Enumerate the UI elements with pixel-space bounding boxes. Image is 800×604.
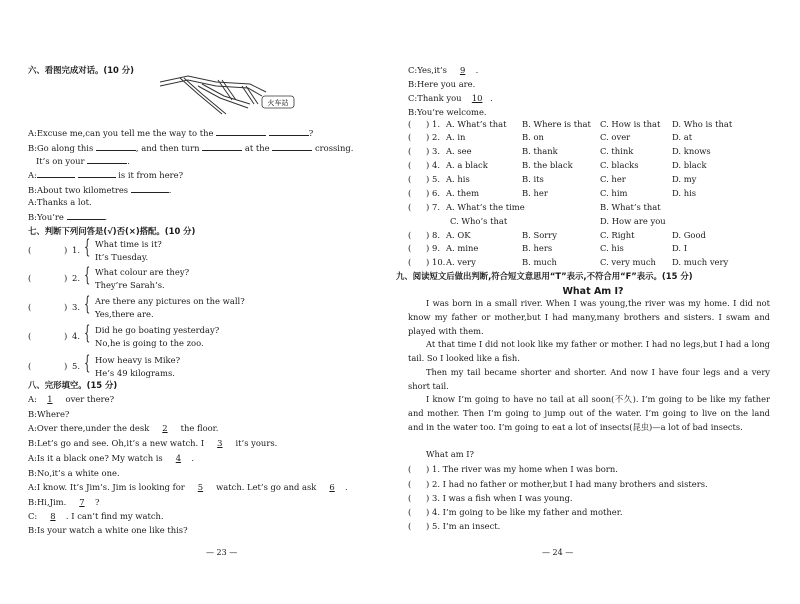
option-d: D. I xyxy=(672,243,688,253)
option-a: A. What’s the time xyxy=(446,202,525,212)
option-a: A. a black xyxy=(446,160,488,170)
item-number: 1. xyxy=(72,245,80,255)
option-number: 10. xyxy=(432,257,446,267)
story-title: What Am I? xyxy=(562,286,624,297)
dialog-line xyxy=(408,94,493,102)
dialog-text: C: xyxy=(28,511,40,521)
dialog-text: B:Here you are. xyxy=(408,79,476,89)
dialog-text: B:Where? xyxy=(28,409,70,419)
dialog-text: . xyxy=(475,65,479,75)
option-b: B. Sorry xyxy=(522,230,557,240)
section-9-title: 九、阅读短文后做出判断,符合短文意思用“T”表示,不符合用“F”表示。(15 分) xyxy=(396,271,693,281)
option-b: B. Where is that xyxy=(522,119,591,129)
dialog-text: watch. Let’s go and ask xyxy=(213,482,320,492)
s6-line-1: A:Excuse me,can you tell me the way to the ? xyxy=(28,128,314,138)
page-number-left: — 23 — xyxy=(206,548,238,557)
option-number: 1. xyxy=(432,119,440,129)
answer-paren-open[interactable]: ( xyxy=(408,507,412,517)
answer-paren-open[interactable]: ( xyxy=(28,361,32,371)
option-a: A. see xyxy=(446,146,472,156)
answer-paren-open[interactable]: ( xyxy=(28,245,32,255)
answer-paren-close: ) xyxy=(426,507,430,517)
dialog-text: A:I know. It’s Jim’s. Jim is looking for xyxy=(28,482,188,492)
answer-paren-close: ) xyxy=(426,132,430,142)
section-7-title: 七、判断下列问答是(√)否(×)搭配。(10 分) xyxy=(28,226,196,236)
option-d: D. Who is that xyxy=(672,119,733,129)
answer-paren-open[interactable]: ( xyxy=(28,331,32,341)
s6-line-5: B:About two kilometres . xyxy=(28,185,172,195)
dialog-text: . I can’t find my watch. xyxy=(65,511,164,521)
option-d: D. black xyxy=(672,160,707,170)
option-c: C. very much xyxy=(600,257,656,267)
dialog-line xyxy=(28,424,218,432)
station-label: 火车站 xyxy=(267,99,289,107)
option-c: C. blacks xyxy=(600,160,639,170)
option-b: B. much xyxy=(522,257,557,267)
answer-paren-close: ) xyxy=(426,188,430,198)
statement-text: 2. I had no father or mother,but I had many brothers and sisters. xyxy=(432,479,708,489)
answer-paren-open[interactable]: ( xyxy=(408,257,412,267)
item-number: 3. xyxy=(72,302,80,312)
answer-paren-close: ) xyxy=(426,493,430,503)
option-number: 7. xyxy=(432,202,440,212)
dialog-text: A: xyxy=(28,394,37,404)
option-d: D. at xyxy=(672,132,693,142)
answer-paren-close: ) xyxy=(426,521,430,531)
option-c: C. her xyxy=(600,174,626,184)
answer-paren-close: ) xyxy=(426,464,430,474)
option-c-row2: C. Who’s that xyxy=(450,216,508,226)
option-a: A. very xyxy=(446,257,476,267)
blank-number: 4 xyxy=(175,453,182,463)
option-b: B. thank xyxy=(522,146,558,156)
answer-paren-open[interactable]: ( xyxy=(408,243,412,253)
answer-paren-open[interactable]: ( xyxy=(408,132,412,142)
option-number: 4. xyxy=(432,160,440,170)
brace-icon: { xyxy=(84,291,91,315)
blank-number: 8 xyxy=(50,511,56,521)
answer-paren-open[interactable]: ( xyxy=(408,521,412,531)
dialog-text: B:You’re welcome. xyxy=(408,107,487,117)
dialog-text: it’s yours. xyxy=(232,438,278,448)
dialog-text: . xyxy=(490,93,493,103)
answer-paren-close: ) xyxy=(426,257,430,267)
answer-text: Yes,there are. xyxy=(95,309,154,319)
blank-number: 7 xyxy=(79,497,85,507)
dialog-text: B:Hi,Jim. xyxy=(28,497,69,507)
dialog-line xyxy=(28,454,194,462)
right-page xyxy=(396,0,778,604)
answer-paren-open[interactable]: ( xyxy=(408,230,412,240)
statement-text: 5. I’m an insect. xyxy=(432,521,501,531)
answer-paren-close: ) xyxy=(426,202,430,212)
answer-paren-open[interactable]: ( xyxy=(28,302,32,312)
dialog-line xyxy=(28,469,120,477)
dialog-line xyxy=(408,80,475,88)
blank-number: 3 xyxy=(217,438,223,448)
answer-paren-close: ) xyxy=(426,160,430,170)
street-map-image xyxy=(158,74,318,120)
option-d: D. my xyxy=(672,174,697,184)
dialog-line xyxy=(28,512,164,520)
option-c: C. over xyxy=(600,132,631,142)
option-c: C. him xyxy=(600,188,628,198)
brace-icon: { xyxy=(84,262,91,286)
answer-text: He’s 49 kilograms. xyxy=(95,368,175,378)
answer-paren-open[interactable]: ( xyxy=(408,146,412,156)
brace-icon: { xyxy=(84,320,91,344)
answer-paren-close: ) xyxy=(426,479,430,489)
dialog-text: B:Let’s go and see. Oh,it’s a new watch. I xyxy=(28,438,207,448)
dialog-line xyxy=(28,483,348,491)
dialog-text: C:Thank you xyxy=(408,93,465,103)
answer-paren-close: ) xyxy=(426,119,430,129)
page-number-right: — 24 — xyxy=(542,548,574,557)
statement-text: 3. I was a fish when I was young. xyxy=(432,493,573,503)
s6-line-7: B:You’re . xyxy=(28,212,108,222)
answer-paren-close: ) xyxy=(426,230,430,240)
left-page xyxy=(28,0,398,604)
dialog-text: B:No,it’s a white one. xyxy=(28,468,120,478)
option-c: C. Right xyxy=(600,230,635,240)
s6-line-6: A:Thanks a lot. xyxy=(28,197,92,207)
dialog-line xyxy=(28,526,188,534)
option-d: D. knows xyxy=(672,146,711,156)
option-c: C. How is that xyxy=(600,119,661,129)
question-text: How heavy is Mike? xyxy=(95,355,181,365)
answer-paren-close: ) xyxy=(426,243,430,253)
blank-number: 9 xyxy=(459,65,466,75)
answer-text: No,he is going to the zoo. xyxy=(95,338,204,348)
answer-paren-open[interactable]: ( xyxy=(408,493,412,503)
answer-paren-open[interactable]: ( xyxy=(28,273,32,283)
blank-number: 5 xyxy=(197,482,204,492)
dialog-text: A:Over there,under the desk xyxy=(28,423,152,433)
statement-text: 4. I’m going to be like my father and mother. xyxy=(432,507,623,517)
answer-paren-open[interactable]: ( xyxy=(408,202,412,212)
answer-paren-close: ) xyxy=(426,174,430,184)
option-a: A. What’s that xyxy=(446,119,507,129)
option-b: B. hers xyxy=(522,243,553,253)
dialog-text: C:Yes,it’s xyxy=(408,65,450,75)
dialog-line xyxy=(28,410,69,418)
brace-icon: { xyxy=(84,350,91,374)
option-a: A. them xyxy=(446,188,480,198)
answer-paren-close: ) xyxy=(64,361,68,371)
answer-paren-close: ) xyxy=(64,302,68,312)
option-d: D. his xyxy=(672,188,697,198)
option-number: 9. xyxy=(432,243,440,253)
answer-paren-close: ) xyxy=(64,331,68,341)
dialog-text: the floor. xyxy=(177,423,219,433)
option-c: C. think xyxy=(600,146,634,156)
blank-number: 2 xyxy=(162,423,168,433)
dialog-line xyxy=(408,108,487,116)
dialog-text: B:Is your watch a white one like this? xyxy=(28,525,188,535)
item-number: 2. xyxy=(72,273,80,283)
option-b: B. its xyxy=(522,174,544,184)
option-d: D. much very xyxy=(672,257,729,267)
option-a: A. mine xyxy=(446,243,479,253)
answer-paren-close: ) xyxy=(426,146,430,156)
dialog-line xyxy=(28,395,114,403)
question-text: Did he go boating yesterday? xyxy=(95,325,220,335)
option-a: A. OK xyxy=(446,230,471,240)
paragraph-2: At that time I did not look like my father or mother. I had no legs,but I had a long tail. So I looked like a fish. xyxy=(408,339,770,363)
option-d: D. Good xyxy=(672,230,706,240)
dialog-line xyxy=(28,498,99,506)
option-c: B. What’s that xyxy=(600,202,661,212)
item-number: 4. xyxy=(72,331,80,341)
option-b: B. her xyxy=(522,188,548,198)
answer-text: It’s Tuesday. xyxy=(95,252,149,262)
statement-text: 1. The river was my home when I was born. xyxy=(432,464,618,474)
option-number: 2. xyxy=(432,132,440,142)
blank-number: 6 xyxy=(329,482,335,492)
answer-paren-open[interactable]: ( xyxy=(408,119,412,129)
dialog-text: . xyxy=(191,453,195,463)
section-6-title: 六、看图完成对话。(10 分) xyxy=(28,65,134,75)
paragraph-3: Then my tail became shorter and shorter. And now I have four legs and a very short tail. xyxy=(408,367,770,391)
dialog-text: over there? xyxy=(62,394,115,404)
paragraph-5: What am I? xyxy=(426,449,474,459)
s6-line-3: It’s on your . xyxy=(36,156,130,166)
option-c: C. his xyxy=(600,243,624,253)
dialog-line xyxy=(408,66,478,74)
option-b: B. on xyxy=(522,132,544,142)
brace-icon: { xyxy=(84,234,91,258)
option-number: 8. xyxy=(432,230,440,240)
answer-paren-close: ) xyxy=(64,245,68,255)
dialog-line xyxy=(28,439,277,447)
blank-number: 1 xyxy=(47,394,53,404)
option-number: 3. xyxy=(432,146,440,156)
option-a: A. his xyxy=(446,174,470,184)
dialog-text: . xyxy=(345,482,348,492)
question-text: Are there any pictures on the wall? xyxy=(95,296,245,306)
option-b: B. the black xyxy=(522,160,573,170)
paragraph-4: I know I’m going to have no tail at all soon(不久). I’m going to be like my father and mother. Then I’m going to jump out of the water. I’m going to live on the land and in the water too. I’m going to eat a lot of insects(昆虫)—a lot of bad insects. xyxy=(408,394,770,432)
blank-number: 10 xyxy=(471,93,483,103)
option-d-row2: D. How are you xyxy=(600,216,666,226)
answer-paren-open[interactable]: ( xyxy=(408,464,412,474)
answer-paren-close: ) xyxy=(64,273,68,283)
question-text: What time is it? xyxy=(95,239,162,249)
answer-paren-open[interactable]: ( xyxy=(408,479,412,489)
section-8-title: 八、完形填空。(15 分) xyxy=(28,380,118,390)
s6-line-2: B:Go along this , and then turn at the crossing. xyxy=(28,143,354,153)
paragraph-1: I was born in a small river. When I was young,the river was my home. I did not know my father or mother,but I had many,many brothers and sisters. I swam and played with them. xyxy=(408,298,770,336)
answer-paren-open[interactable]: ( xyxy=(408,160,412,170)
dialog-text: A:Is it a black one? My watch is xyxy=(28,453,166,463)
s6-line-4: A: is it from here? xyxy=(28,170,184,180)
answer-text: They’re Sarah’s. xyxy=(95,280,165,290)
dialog-text: ? xyxy=(94,497,100,507)
answer-paren-open[interactable]: ( xyxy=(408,174,412,184)
option-a: A. in xyxy=(446,132,466,142)
item-number: 5. xyxy=(72,361,80,371)
option-number: 6. xyxy=(432,188,440,198)
question-text: What colour are they? xyxy=(95,267,190,277)
answer-paren-open[interactable]: ( xyxy=(408,188,412,198)
option-number: 5. xyxy=(432,174,440,184)
